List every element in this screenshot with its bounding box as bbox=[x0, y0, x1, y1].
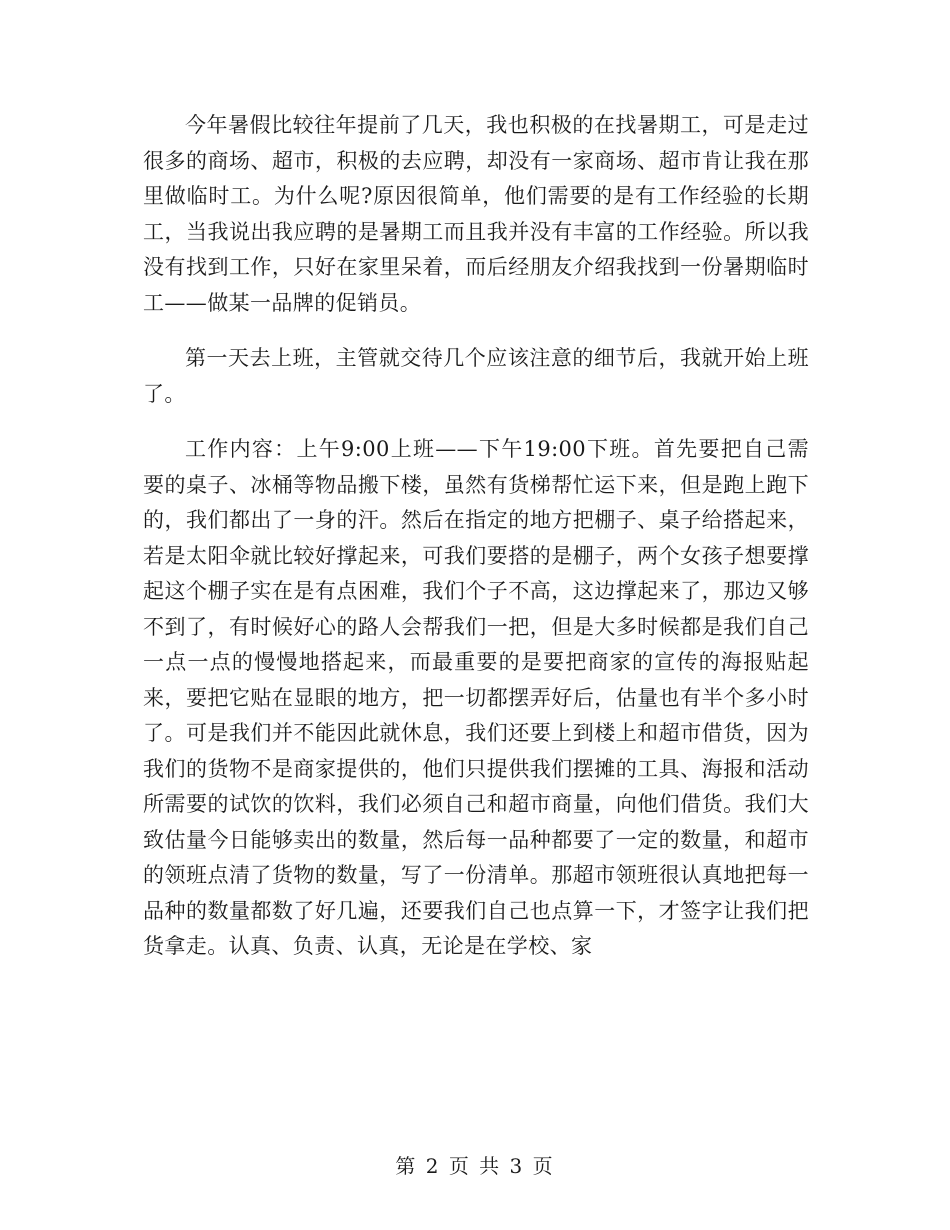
paragraph-summer-job-search: 今年暑假比较往年提前了几天，我也积极的在找暑期工，可是走过很多的商场、超市，积极的去应聘，却没有一家商场、超市肯让我在那里做临时工。为什么呢?原因很简单，他们需要的是有工作经验的长期工，当我说出我应聘的是暑期工而且我并没有丰富的工作经验。所以我没有找到工作，只好在家里呆着，而后经朋友介绍我找到一份暑期临时工——做某一品牌的促销员。 bbox=[143, 113, 809, 315]
page-number-footer: 第 2 页 共 3 页 bbox=[395, 1154, 555, 1178]
body-text bbox=[143, 108, 809, 965]
paragraph-first-day: 第一天去上班，主管就交待几个应该注意的细节后，我就开始上班了。 bbox=[143, 346, 809, 406]
paragraph-work-content: 工作内容：上午9:00上班——下午19:00下班。首先要把自己需要的桌子、冰桶等物品搬下楼，虽然有货梯帮忙运下来，但是跑上跑下的，我们都出了一身的汗。然后在指定的地方把棚子、桌子给搭起来，若是太阳伞就比较好撑起来，可我们要搭的是棚子，两个女孩子想要撑起这个棚子实在是有点困难，我们个子不高，这边撑起来了，那边又够不到了，有时候好心的路人会帮我们一把，但是大多时候都是我们自己一点一点的慢慢地搭起来，而最重要的是要把商家的宣传的海报贴起来，要把它贴在显眼的地方，把一切都摆弄好后，估量也有半个多小时了。可是我们并不能因此就休息，我们还要上到楼上和超市借货，因为我们的货物不是商家提供的，他们只提供我们摆摊的工具、海报和活动所需要的试饮的饮料，我们必须自己和超市商量，向他们借货。我们大致估量今日能够卖出的数量，然后每一品种都要了一定的数量，和超市的领班点清了货物的数量，写了一份清单。那超市领班很认真地把每一品种的数量都数了好几遍，还要我们自己也点算一下，才签字让我们把货拿走。认真、负责、认真，无论是在学校、家 bbox=[143, 437, 809, 958]
